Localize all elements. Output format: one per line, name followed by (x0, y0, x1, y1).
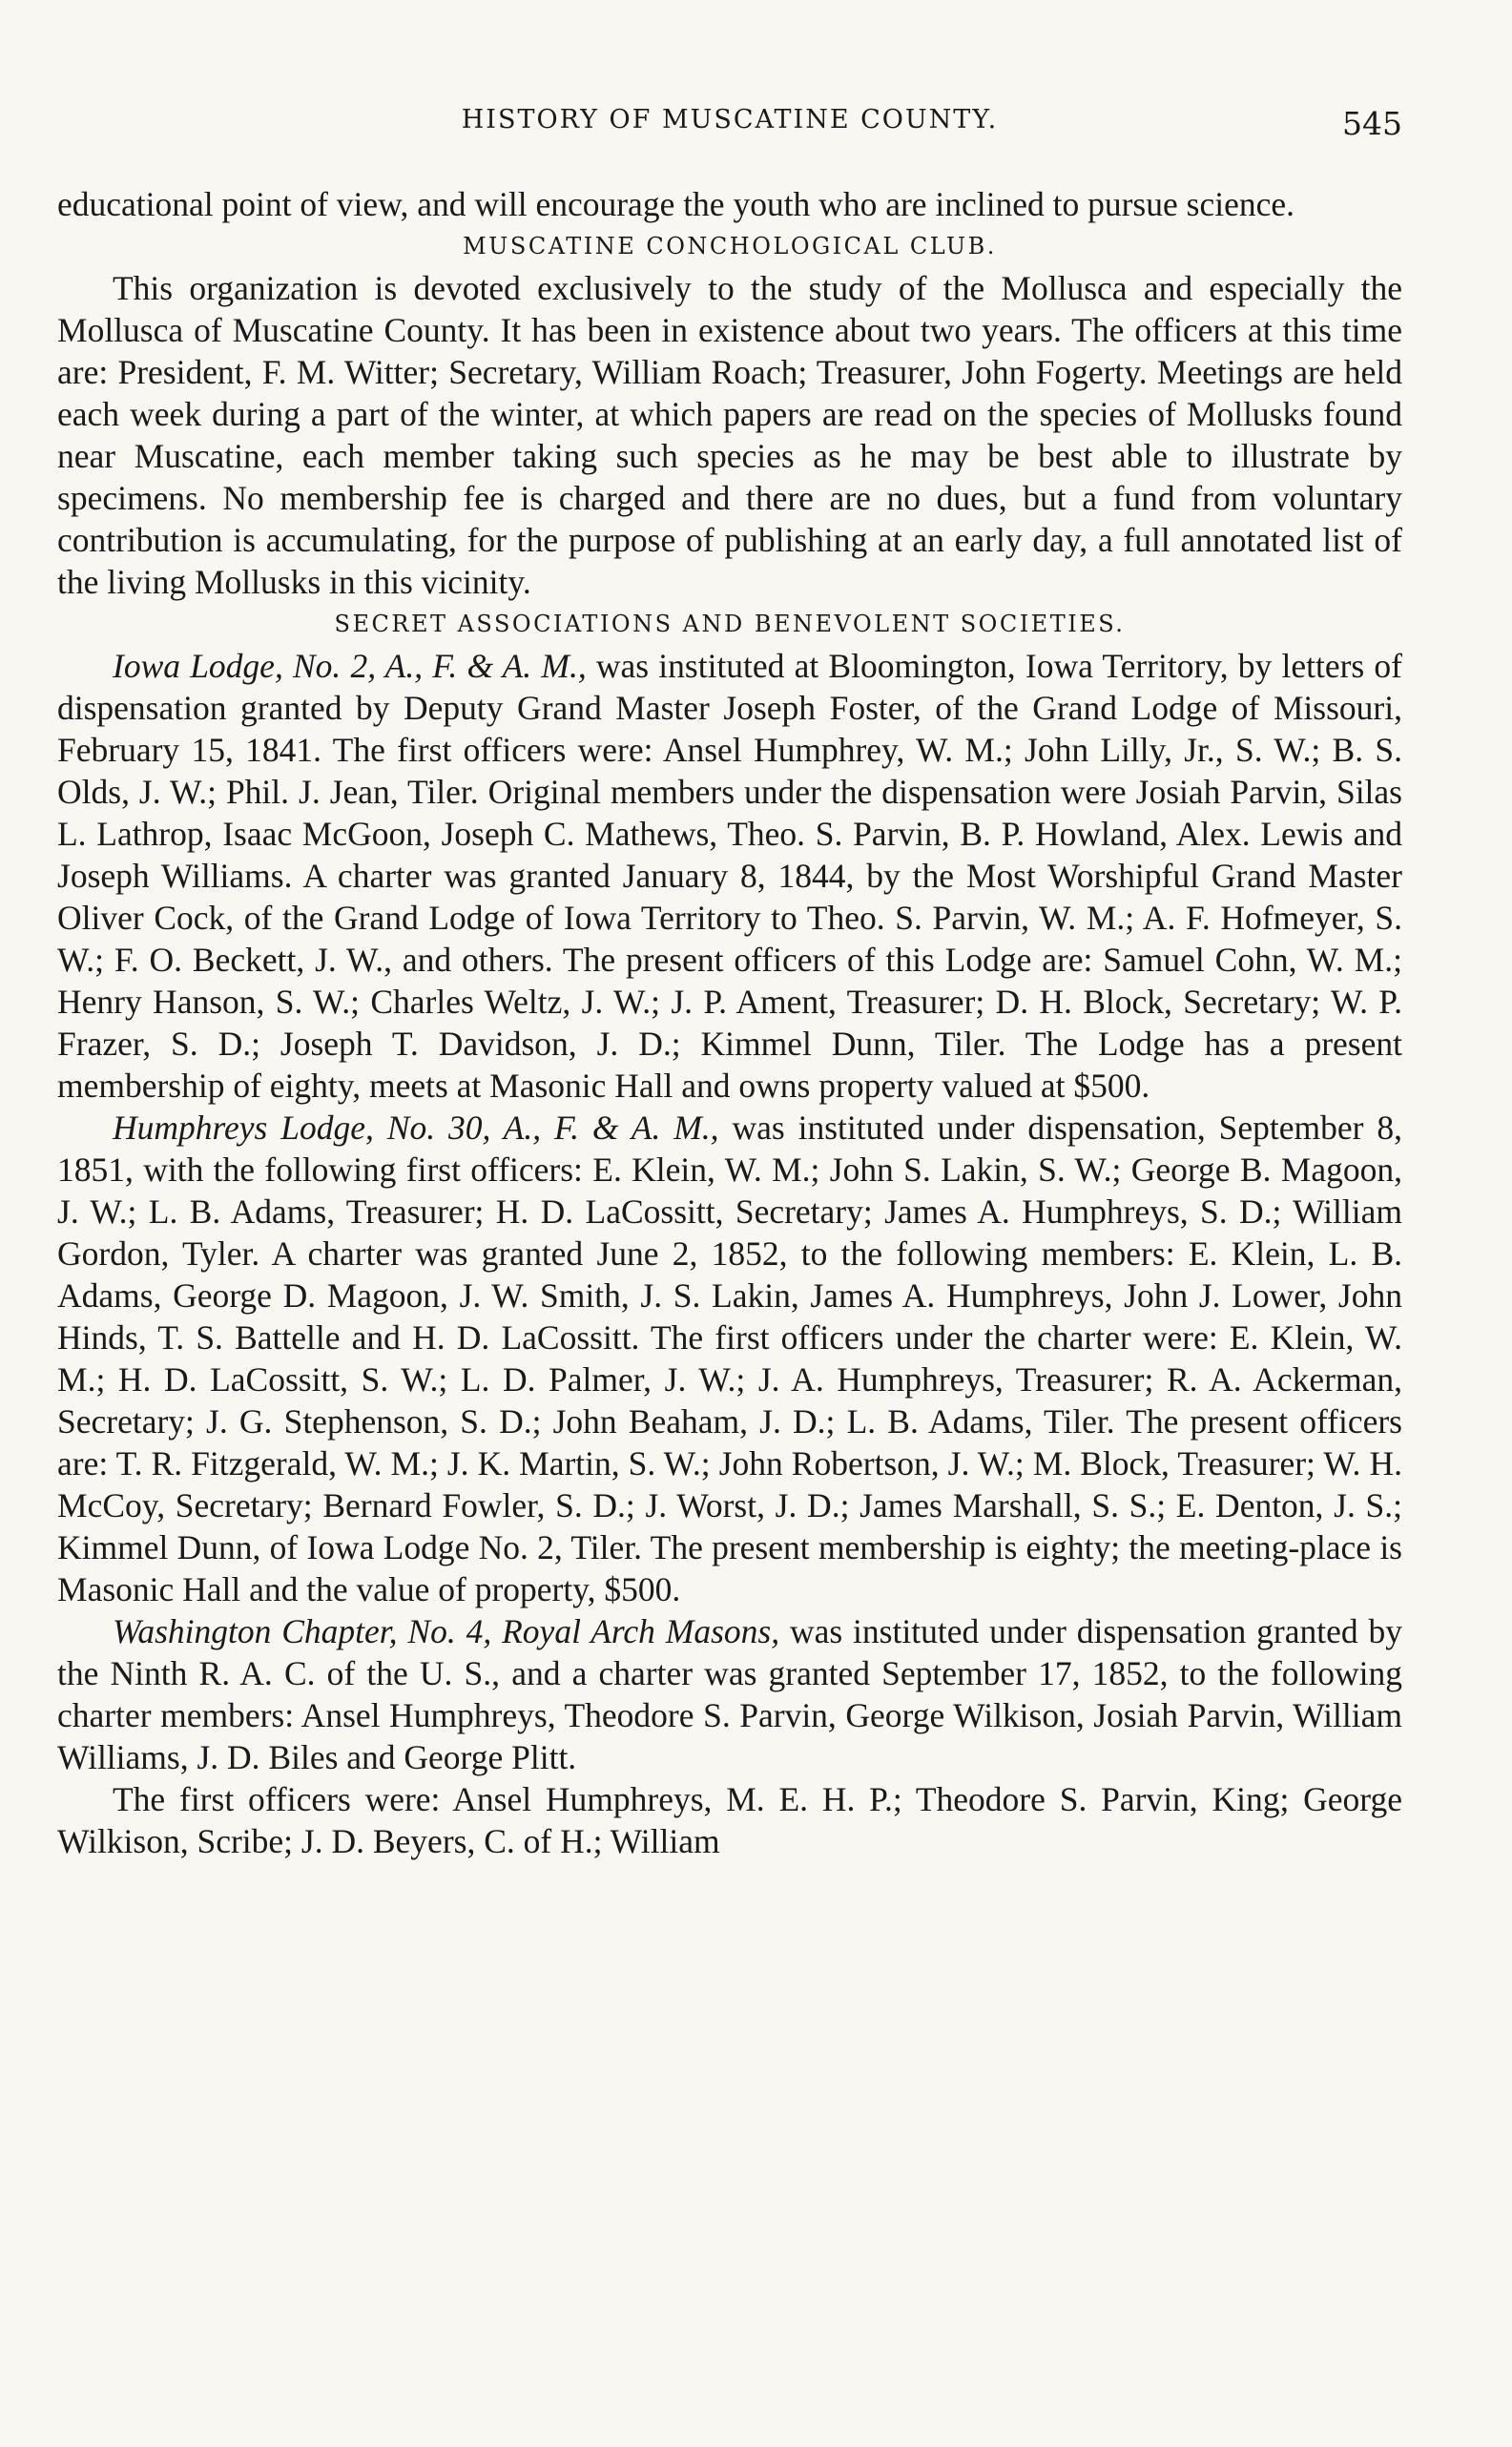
paragraph-humphreys-lodge (57, 1107, 1402, 1610)
iowa-lodge-name: Iowa Lodge, No. 2, A., F. & A. M., (113, 647, 587, 685)
humphreys-lodge-name: Humphreys Lodge, No. 30, A., F. & A. M., (113, 1109, 719, 1147)
section-heading-secret-associations: SECRET ASSOCIATIONS AND BENEVOLENT SOCIETIES. (334, 611, 1126, 637)
paragraph-first-officers: The first officers were: Ansel Humphreys, M. E. H. P.; Theodore S. Parvin, King; George Wilkison, Scribe; J. D. Beyers, C. of H.; William (57, 1780, 1402, 1860)
running-title: HISTORY OF MUSCATINE COUNTY. (461, 105, 999, 135)
body-text (57, 183, 1402, 1862)
paragraph-conchological-club: This organization is devoted exclusively to the study of the Mollusca and especially the Mollusca of Muscatine County. It has been in existence about two years. The officers at this time are: President, F. M. Witter; Secretary, William Roach; Treasurer, John Fogerty. Meetings are held each week during a part of the winter, at which papers are read on the species of Mollusks found near Muscatine, each member taking such species as he may be best able to illustrate by specimens. No membership fee is charged and there are no dues, but a fund from voluntary contribution is accumulating, for the purpose of publishing at an early day, a full annotated list of the living Mollusks in this vicinity. (57, 269, 1402, 601)
section-heading-conchological: MUSCATINE CONCHOLOGICAL CLUB. (463, 233, 997, 259)
running-head (57, 105, 1402, 143)
paragraph-continued: educational point of view, and will encourage the youth who are inclined to pursue science. (57, 185, 1295, 223)
paragraph-iowa-lodge (57, 645, 1402, 1107)
washington-chapter-text: was instituted under dispensation granted by the Ninth R. A. C. of the U. S., and a charter was granted September 17, 1852, to the following charter members: Ansel Humphreys, Theodore S. Parvin, George Wilkison, Josiah Parvin, William Williams, J. D. Biles and George Plitt. (57, 1612, 1402, 1776)
washington-chapter-name: Washington Chapter, No. 4, Royal Arch Masons, (113, 1612, 780, 1650)
iowa-lodge-text: was instituted at Bloomington, Iowa Territory, by letters of dispensation granted by Deputy Grand Master Joseph Foster, of the Grand Lodge of Missouri, February 15, 1841. The first officers were: Ansel Humphrey, W. M.; John Lilly, Jr., S. W.; B. S. Olds, J. W.; Phil. J. Jean, Tiler. Original members under the dispensation were Josiah Parvin, Silas L. Lathrop, Isaac McGoon, Joseph C. Mathews, Theo. S. Parvin, B. P. Howland, Alex. Lewis and Joseph Williams. A charter was granted January 8, 1844, by the Most Worshipful Grand Master Oliver Cock, of the Grand Lodge of Iowa Territory to Theo. S. Parvin, W. M.; A. F. Hofmeyer, S. W.; F. O. Beckett, J. W., and others. The present officers of this Lodge are: Samuel Cohn, W. M.; Henry Hanson, S. W.; Charles Weltz, J. W.; J. P. Ament, Treasurer; D. H. Block, Secretary; W. P. Frazer, S. D.; Joseph T. Davidson, J. D.; Kimmel Dunn, Tiler. The Lodge has a present membership of eighty, meets at Masonic Hall and owns property valued at $500. (57, 647, 1402, 1105)
humphreys-lodge-text: was instituted under dispensation, September 8, 1851, with the following first officers: E. Klein, W. M.; John S. Lakin, S. W.; George B. Magoon, J. W.; L. B. Adams, Treasurer; H. D. LaCossitt, Secretary; James A. Humphreys, S. D.; William Gordon, Tyler. A charter was granted June 2, 1852, to the following members: E. Klein, L. B. Adams, George D. Magoon, J. W. Smith, J. S. Lakin, James A. Humphreys, John J. Lower, John Hinds, T. S. Battelle and H. D. LaCossitt. The first officers under the charter were: E. Klein, W. M.; H. D. LaCossitt, S. W.; L. D. Palmer, J. W.; J. A. Humphreys, Treasurer; R. A. Ackerman, Secretary; J. G. Stephenson, S. D.; John Beaham, J. D.; L. B. Adams, Tiler. The present officers are: T. R. Fitzgerald, W. M.; J. K. Martin, S. W.; John Robertson, J. W.; M. Block, Treasurer; W. H. McCoy, Secretary; Bernard Fowler, S. D.; J. Worst, J. D.; James Marshall, S. S.; E. Denton, J. S.; Kimmel Dunn, of Iowa Lodge No. 2, Tiler. The present membership is eighty; the meeting-place is Masonic Hall and the value of property, $500. (57, 1109, 1402, 1608)
paragraph-washington-chapter (57, 1610, 1402, 1778)
page-number: 545 (1342, 105, 1402, 142)
